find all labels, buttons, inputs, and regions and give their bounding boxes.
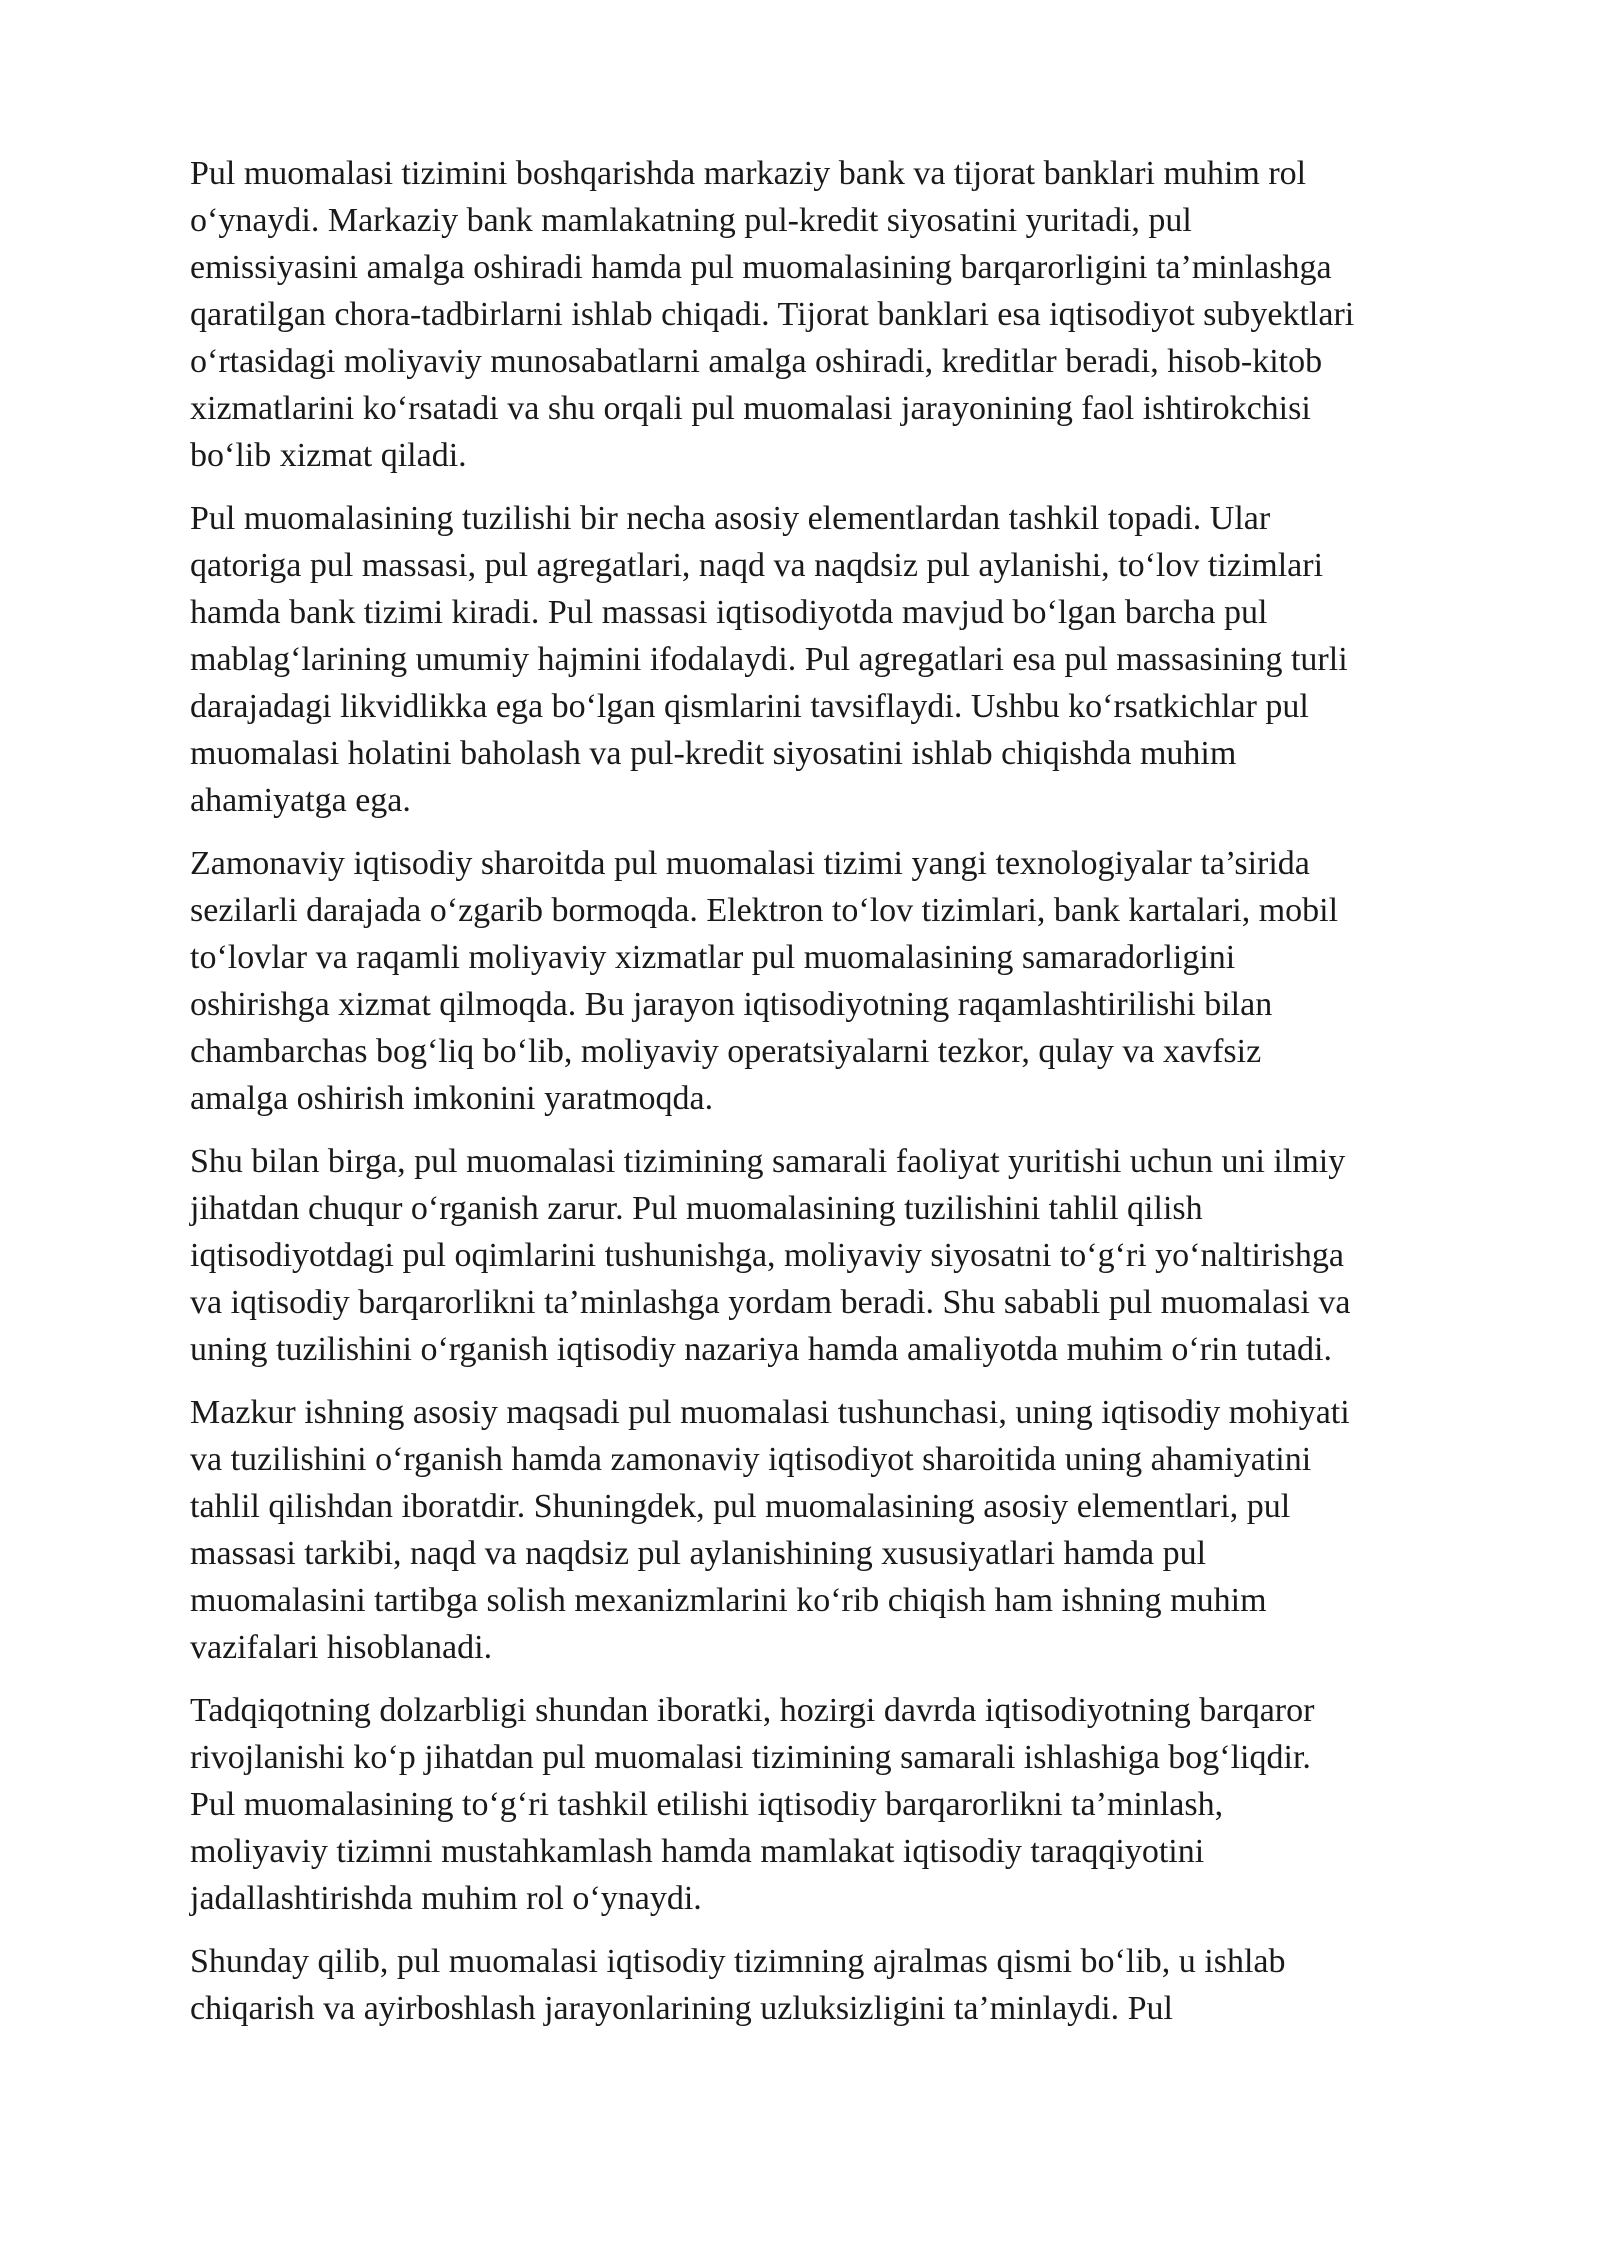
text-line: mablag‘larining umumiy hajmini ifodalaydi. Pul agregatlari esa pul massasining turli (190, 641, 1348, 678)
text-line: iqtisodiyotdagi pul oqimlarini tushunishga, moliyaviy siyosatni to‘g‘ri yo‘naltirishga (190, 1237, 1345, 1274)
paragraph-1 (190, 150, 1490, 479)
text-line: qatoriga pul massasi, pul agregatlari, naqd va naqdsiz pul aylanishi, to‘lov tizimlari (190, 547, 1324, 584)
text-line: muomalasini tartibga solish mexanizmlarini ko‘rib chiqish ham ishning muhim (190, 1582, 1267, 1619)
text-line: Mazkur ishning asosiy maqsadi pul muomalasi tushunchasi, uning iqtisodiy mohiyati (190, 1394, 1350, 1431)
document-body (190, 150, 1490, 2048)
text-line: darajadagi likvidlikka ega bo‘lgan qismlarini tavsiflaydi. Ushbu ko‘rsatkichlar pul (190, 688, 1309, 725)
text-line: va iqtisodiy barqarorlikni ta’minlashga yordam beradi. Shu sababli pul muomalasi va (190, 1284, 1351, 1321)
text-line: Tadqiqotning dolzarbligi shundan iboratki, hozirgi davrda iqtisodiyotning barqaror (190, 1692, 1315, 1729)
text-line: tahlil qilishdan iboratdir. Shuningdek, pul muomalasining asosiy elementlari, pul (190, 1488, 1291, 1525)
text-line: chambarchas bog‘liq bo‘lib, moliyaviy operatsiyalarni tezkor, qulay va xavfsiz (190, 1033, 1262, 1070)
text-line: o‘rtasidagi moliyaviy munosabatlarni amalga oshiradi, kreditlar beradi, hisob-kitob (190, 343, 1323, 380)
paragraph-7 (190, 1938, 1490, 2032)
text-line: va tuzilishini o‘rganish hamda zamonaviy iqtisodiyot sharoitida uning ahamiyatini (190, 1441, 1312, 1478)
text-line: uning tuzilishini o‘rganish iqtisodiy nazariya hamda amaliyotda muhim o‘rin tutadi. (190, 1331, 1332, 1368)
text-line: jadallashtirishda muhim rol o‘ynaydi. (190, 1880, 702, 1917)
text-line: Pul muomalasining to‘g‘ri tashkil etilishi iqtisodiy barqarorlikni ta’minlash, (190, 1786, 1224, 1823)
text-line: chiqarish va ayirboshlash jarayonlarining uzluksizligini ta’minlaydi. Pul (190, 1990, 1173, 2027)
text-line: rivojlanishi ko‘p jihatdan pul muomalasi tizimining samarali ishlashiga bog‘liqdir. (190, 1739, 1311, 1776)
text-line: muomalasi holatini baholash va pul-kredit siyosatini ishlab chiqishda muhim (190, 735, 1237, 772)
text-line: Pul muomalasi tizimini boshqarishda markaziy bank va tijorat banklari muhim rol (190, 155, 1307, 192)
text-line: jihatdan chuqur o‘rganish zarur. Pul muomalasining tuzilishini tahlil qilish (190, 1190, 1203, 1227)
text-line: sezilarli darajada o‘zgarib bormoqda. Elektron to‘lov tizimlari, bank kartalari, mobil (190, 892, 1339, 929)
text-line: Shu bilan birga, pul muomalasi tizimining samarali faoliyat yuritishi uchun uni ilmiy (190, 1143, 1346, 1180)
paragraph-5 (190, 1389, 1490, 1671)
text-line: Pul muomalasining tuzilishi bir necha asosiy elementlardan tashkil topadi. Ular (190, 500, 1271, 537)
text-line: ahamiyatga ega. (190, 782, 411, 819)
paragraph-4 (190, 1138, 1490, 1373)
text-line: oshirishga xizmat qilmoqda. Bu jarayon iqtisodiyotning raqamlashtirilishi bilan (190, 986, 1273, 1023)
text-line: Zamonaviy iqtisodiy sharoitda pul muomalasi tizimi yangi texnologiyalar ta’sirida (190, 845, 1310, 882)
text-line: to‘lovlar va raqamli moliyaviy xizmatlar pul muomalasining samaradorligini (190, 939, 1236, 976)
text-line: amalga oshirish imkonini yaratmoqda. (190, 1080, 714, 1117)
text-line: moliyaviy tizimni mustahkamlash hamda mamlakat iqtisodiy taraqqiyotini (190, 1833, 1205, 1870)
text-line: o‘ynaydi. Markaziy bank mamlakatning pul-kredit siyosatini yuritadi, pul (190, 202, 1192, 239)
text-line: vazifalari hisoblanadi. (190, 1629, 493, 1666)
text-line: bo‘lib xizmat qiladi. (190, 437, 467, 474)
paragraph-3 (190, 840, 1490, 1122)
text-line: Shunday qilib, pul muomalasi iqtisodiy tizimning ajralmas qismi bo‘lib, u ishlab (190, 1943, 1286, 1980)
paragraph-6 (190, 1687, 1490, 1922)
text-line: massasi tarkibi, naqd va naqdsiz pul aylanishining xususiyatlari hamda pul (190, 1535, 1207, 1572)
text-line: emissiyasini amalga oshiradi hamda pul muomalasining barqarorligini ta’minlashga (190, 249, 1332, 286)
text-line: hamda bank tizimi kiradi. Pul massasi iqtisodiyotda mavjud bo‘lgan barcha pul (190, 594, 1268, 631)
text-line: xizmatlarini ko‘rsatadi va shu orqali pul muomalasi jarayonining faol ishtirokchisi (190, 390, 1311, 427)
text-line: qaratilgan chora-tadbirlarni ishlab chiqadi. Tijorat banklari esa iqtisodiyot subyektlari (190, 296, 1355, 333)
paragraph-2 (190, 495, 1490, 824)
